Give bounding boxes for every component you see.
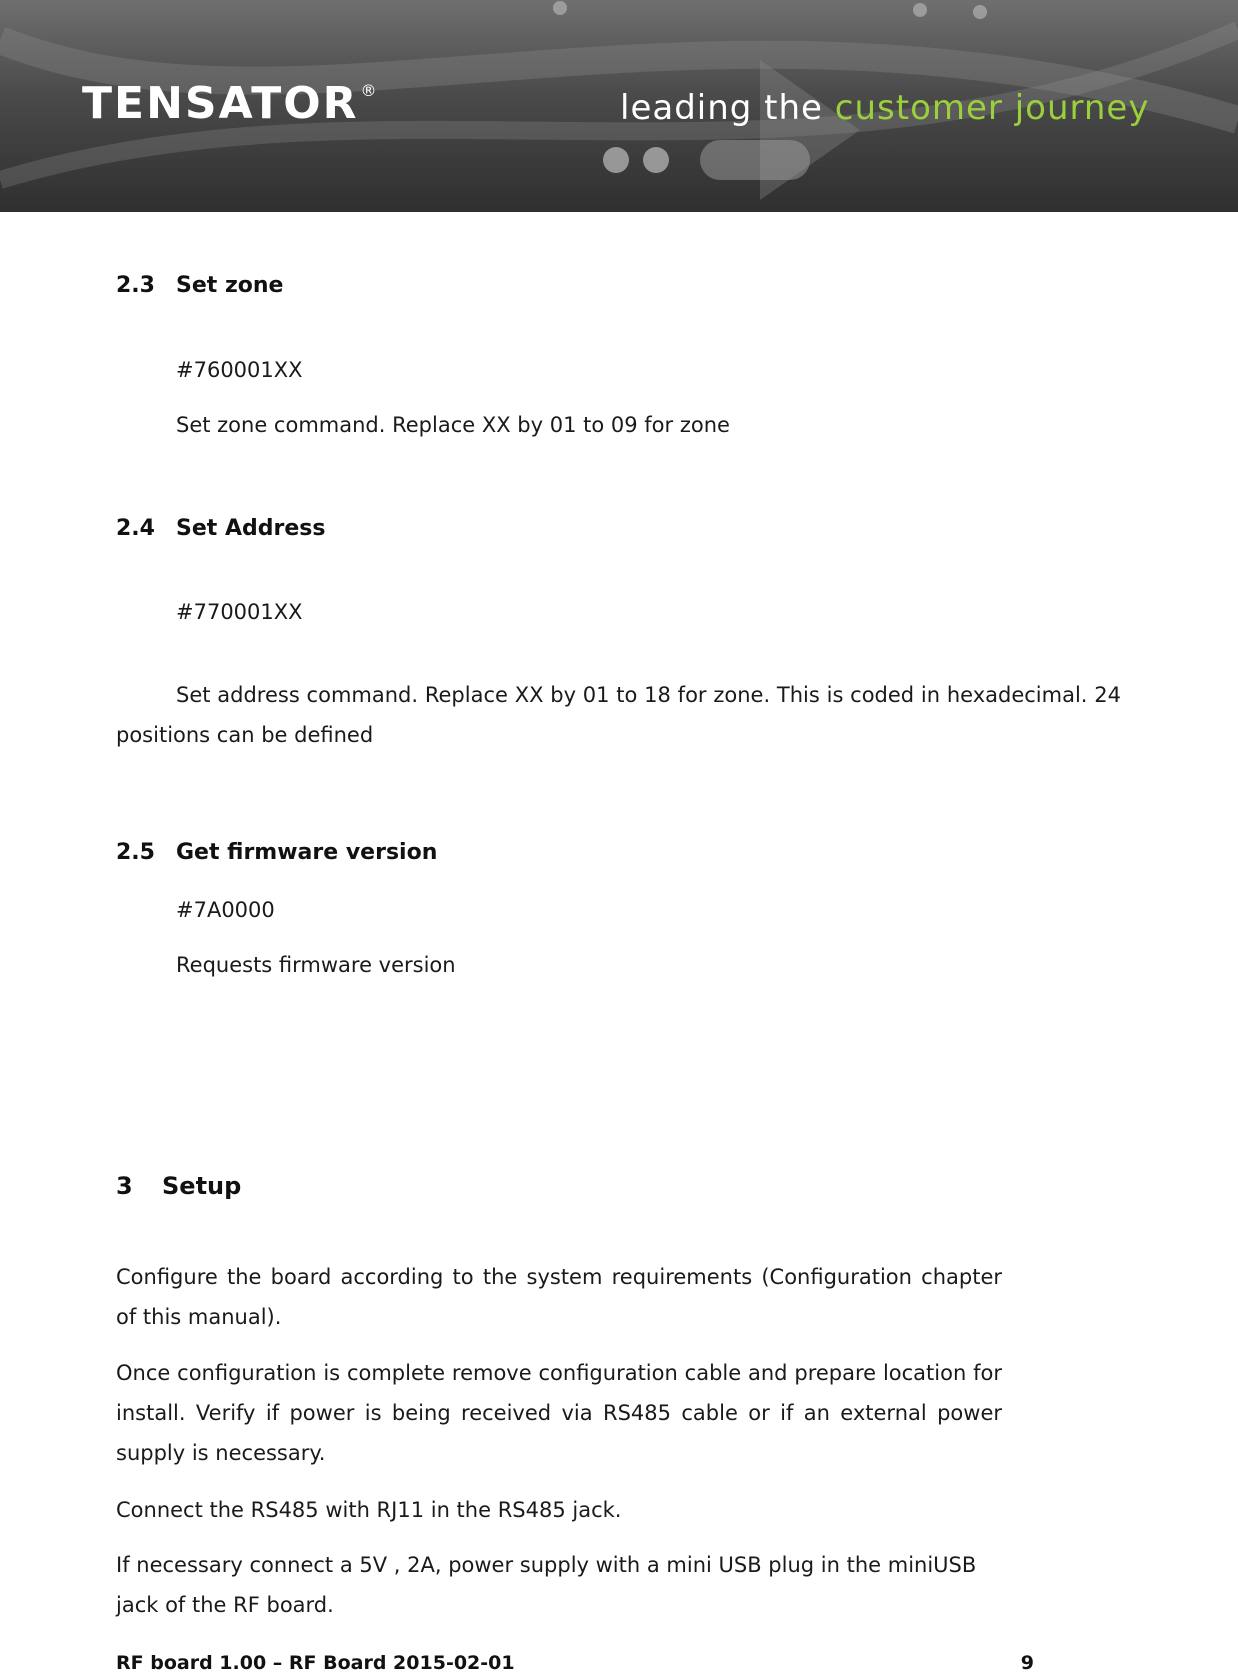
section-number: 3 [116, 1172, 133, 1200]
tagline-part2: customer journey [834, 88, 1150, 128]
command-code: #7A0000 [176, 898, 275, 922]
footer-doc-title: RF board 1.00 – RF Board 2015-02-01 [116, 1652, 515, 1674]
command-description: Requests firmware version [176, 953, 456, 977]
setup-paragraph-2: Once configuration is complete remove configuration cable and prepare location for install. Verify if power is being received via RS485 cable or if an external power supply is necessary. [116, 1361, 1002, 1465]
tagline-part1: leading the [620, 88, 823, 128]
section-number: 2.4 [116, 516, 155, 541]
setup-paragraph-3: Connect the RS485 with RJ11 in the RS485 jack. [116, 1498, 622, 1522]
command-code: #760001XX [176, 358, 303, 382]
section-2-4-heading [116, 516, 325, 541]
section-3-heading [116, 1172, 241, 1200]
tagline [620, 88, 1149, 128]
registered-mark: ® [360, 81, 379, 101]
tensator-logo [82, 78, 379, 129]
section-title: Set zone [176, 273, 284, 298]
command-code: #770001XX [176, 600, 303, 624]
header-banner [0, 0, 1238, 212]
section-number: 2.5 [116, 840, 155, 865]
setup-paragraph-4: If necessary connect a 5V , 2A, power supply with a mini USB plug in the miniUSB jack of the RF board. [116, 1553, 977, 1617]
section-2-3-heading [116, 273, 283, 298]
page-footer [116, 1652, 1034, 1674]
setup-paragraph-1: Configure the board according to the system requirements (Configuration chapter of this manual). [116, 1265, 1002, 1329]
section-number: 2.3 [116, 273, 155, 298]
page-number: 9 [1020, 1652, 1034, 1674]
section-title: Setup [162, 1172, 242, 1200]
command-description: Set address command. Replace XX by 01 to 18 for zone. This is coded in hexadecimal. 24 positions can be defined [116, 683, 1121, 747]
section-title: Set Address [176, 516, 326, 541]
section-title: Get firmware version [176, 840, 438, 865]
logo-text: TENSATOR [82, 78, 359, 129]
command-description: Set zone command. Replace XX by 01 to 09 for zone [176, 413, 730, 437]
section-2-5-heading [116, 840, 437, 865]
